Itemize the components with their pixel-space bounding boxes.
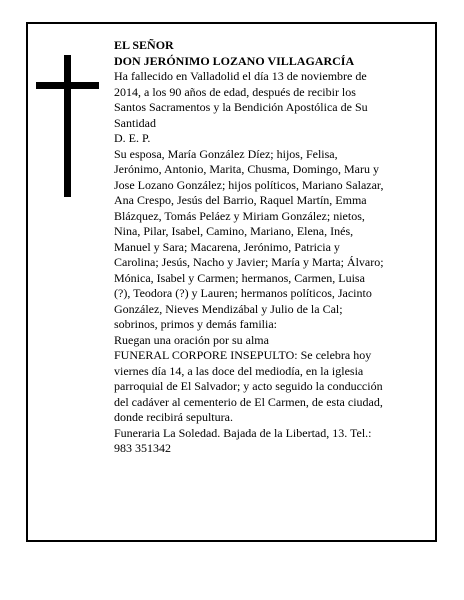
latin-cross-icon-arm [36, 82, 99, 89]
notice-title-line: EL SEÑOR [114, 38, 174, 52]
death-announcement-line: Ha fallecido en Valladolid el día 13 de noviembre de [114, 69, 367, 83]
death-announcement-line: Santidad [114, 115, 156, 130]
family-list-line: Jose Lozano González; hijos políticos, Mariano Salazar, [114, 177, 384, 192]
funeral-info-line: donde recibirá sepultura. [114, 410, 233, 424]
family-list-line: Manuel y Sara; Macarena, Jerónimo, Patricia y [114, 239, 340, 254]
obituary-text-block [114, 38, 414, 457]
family-list-line: (?), Teodora (?) y Lauren; hermanos políticos, Jacinto [114, 286, 372, 300]
family-list-line: Ana Crespo, Jesús del Barrio, Raquel Martín, Emma [114, 193, 367, 207]
funeral-info-line: del cadáver al cementerio de El Carmen, de esta ciudad, [114, 394, 383, 409]
family-list-line: Mónica, Isabel y Carmen; hermanos, Carmen, Luisa [114, 270, 365, 285]
family-list-line: Carolina; Jesús, Nacho y Javier; María y Marta; Álvaro; [114, 255, 384, 269]
prayer-request-line: Ruegan una oración por su alma [114, 332, 269, 347]
death-announcement-line: Santos Sacramentos y la Bendición Apostólica de Su [114, 100, 368, 114]
family-list-line: sobrinos, primos y demás familia: [114, 317, 277, 331]
family-list-line: Nina, Pilar, Isabel, Camino, Mariano, Elena, Inés, [114, 224, 354, 238]
funeral-home-line: Funeraria La Soledad. Bajada de la Libertad, 13. Tel.: [114, 425, 372, 440]
funeral-info-line: FUNERAL CORPORE INSEPULTO: Se celebra hoy [114, 348, 372, 362]
dep-line: D. E. P. [114, 131, 151, 145]
latin-cross-icon [64, 55, 71, 197]
deceased-name: DON JERÓNIMO LOZANO VILLAGARCÍA [114, 53, 355, 68]
funeral-info-line: viernes día 14, a las doce del mediodía, en la iglesia [114, 363, 364, 378]
funeral-home-phone: 983 351342 [114, 441, 171, 455]
family-list-line: González, Nieves Mendizábal y Julio de la Cal; [114, 301, 343, 316]
family-list-line: Blázquez, Tomás Peláez y Miriam González; nietos, [114, 208, 365, 223]
death-announcement-line: 2014, a los 90 años de edad, después de recibir los [114, 84, 356, 99]
family-list-line: Su esposa, María González Díez; hijos, Felisa, [114, 146, 338, 161]
family-list-line: Jerónimo, Antonio, Marita, Chusma, Domingo, Maru y [114, 162, 379, 176]
funeral-info-line: parroquial de El Salvador; y acto seguido la conducción [114, 379, 383, 393]
